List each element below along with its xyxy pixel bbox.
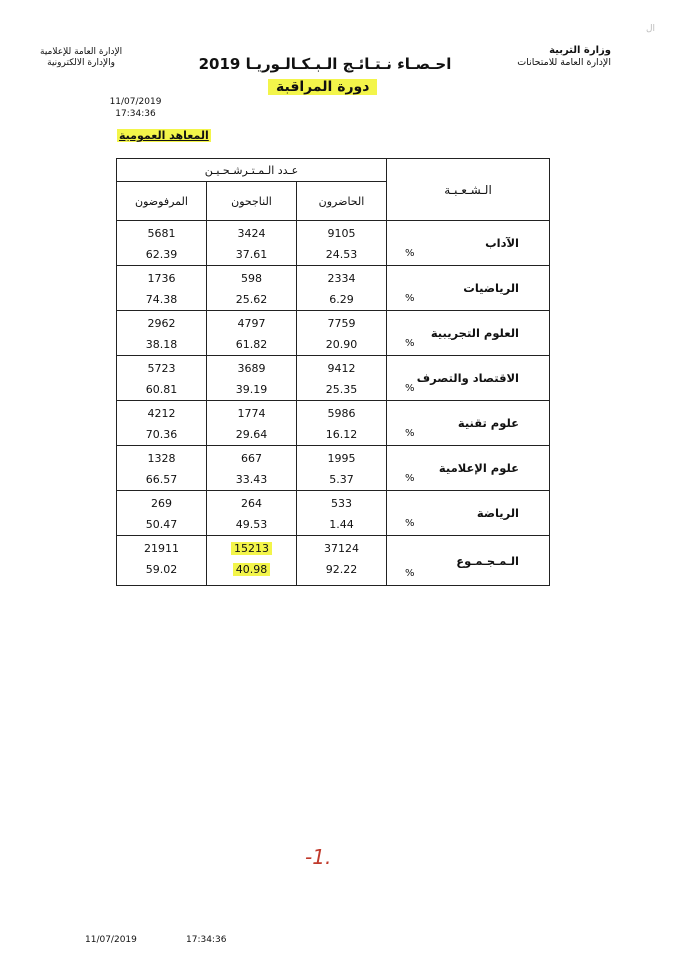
col-passed-header: الناجحون xyxy=(207,182,297,221)
total-failed-count: 21911 xyxy=(144,542,179,555)
present-count: 9412 xyxy=(327,362,356,375)
ministry-name: وزارة التربية xyxy=(549,45,611,56)
present-cell xyxy=(297,536,387,586)
table-row xyxy=(117,266,550,311)
passed-count: 667 xyxy=(241,452,262,465)
table-row xyxy=(117,221,550,266)
spec-name: الآداب xyxy=(485,236,519,250)
present-count: 1995 xyxy=(327,452,356,465)
document-title: احـصـاء نـتـائـج الـبـكـالـوريـا 2019 xyxy=(198,55,452,73)
passed-cell xyxy=(207,446,297,491)
header-left-line1: الإدارة العامة للإعلامية xyxy=(40,47,123,57)
failed-count: 5723 xyxy=(147,362,176,375)
percent-sign: % xyxy=(405,293,415,304)
present-pct: 25.35 xyxy=(325,383,358,396)
table-row xyxy=(117,446,550,491)
failed-cell xyxy=(117,536,207,586)
spec-name: علوم الإعلامية xyxy=(438,461,519,475)
passed-count: 1774 xyxy=(237,407,266,420)
passed-cell xyxy=(207,311,297,356)
results-table xyxy=(116,158,550,586)
present-cell xyxy=(297,311,387,356)
header-left xyxy=(40,47,122,69)
total-failed-pct: 59.02 xyxy=(145,563,178,576)
passed-cell xyxy=(207,536,297,586)
total-present-count: 37124 xyxy=(324,542,359,555)
spec-cell xyxy=(387,491,550,536)
failed-pct: 38.18 xyxy=(145,338,178,351)
passed-cell xyxy=(207,266,297,311)
present-pct: 5.37 xyxy=(329,473,354,486)
spec-cell xyxy=(387,356,550,401)
failed-count: 4212 xyxy=(147,407,176,420)
percent-sign: % xyxy=(405,248,415,259)
failed-cell xyxy=(117,401,207,446)
passed-count: 264 xyxy=(241,497,262,510)
spec-name: الرياضيات xyxy=(463,281,519,295)
spec-name: العلوم التجريبية xyxy=(430,326,519,340)
present-count: 533 xyxy=(331,497,352,510)
total-passed-count: 15213 xyxy=(231,542,272,555)
percent-sign: % xyxy=(405,473,415,484)
spec-name: الاقتصاد والتصرف xyxy=(416,371,519,385)
passed-count: 3689 xyxy=(237,362,266,375)
passed-pct: 25.62 xyxy=(235,293,268,306)
passed-cell xyxy=(207,221,297,266)
failed-count: 5681 xyxy=(147,227,176,240)
col-failed-header: المرفوضون xyxy=(117,182,207,221)
passed-count: 3424 xyxy=(237,227,266,240)
printed-datetime xyxy=(108,96,163,120)
spec-header: الـشـعـبـة xyxy=(387,159,550,221)
failed-pct: 66.57 xyxy=(145,473,178,486)
failed-cell xyxy=(117,446,207,491)
present-count: 2334 xyxy=(327,272,356,285)
total-label: الـمـجـمـوع xyxy=(456,554,519,568)
passed-count: 4797 xyxy=(237,317,266,330)
present-count: 5986 xyxy=(327,407,356,420)
corner-scan-mark: ال xyxy=(645,24,655,34)
failed-cell xyxy=(117,266,207,311)
failed-count: 2962 xyxy=(147,317,176,330)
present-cell xyxy=(297,356,387,401)
table-row xyxy=(117,356,550,401)
col-present-header: الحاضرون xyxy=(297,182,387,221)
total-row xyxy=(117,536,550,586)
table-row xyxy=(117,491,550,536)
present-cell xyxy=(297,221,387,266)
table-row xyxy=(117,401,550,446)
spec-name: الرياضة xyxy=(476,506,519,520)
table-row xyxy=(117,311,550,356)
passed-pct: 29.64 xyxy=(235,428,268,441)
present-count: 7759 xyxy=(327,317,356,330)
printed-time: 17:34:36 xyxy=(115,109,156,119)
present-pct: 20.90 xyxy=(325,338,358,351)
spec-cell xyxy=(387,401,550,446)
failed-cell xyxy=(117,491,207,536)
total-passed-pct: 40.98 xyxy=(233,563,271,576)
present-pct: 24.53 xyxy=(325,248,358,261)
directorate-name: الإدارة العامة للامتحانات xyxy=(517,57,611,68)
spec-cell xyxy=(387,311,550,356)
percent-sign: % xyxy=(405,428,415,439)
failed-cell xyxy=(117,221,207,266)
percent-sign: % xyxy=(405,518,415,529)
failed-pct: 74.38 xyxy=(145,293,178,306)
header-left-line2: والإدارة الالكترونية xyxy=(47,58,115,68)
present-cell xyxy=(297,491,387,536)
session-label: دورة المراقبة xyxy=(268,79,377,95)
passed-cell xyxy=(207,356,297,401)
present-count: 9105 xyxy=(327,227,356,240)
failed-count: 269 xyxy=(151,497,172,510)
passed-count: 598 xyxy=(241,272,262,285)
passed-pct: 49.53 xyxy=(235,518,268,531)
failed-count: 1736 xyxy=(147,272,176,285)
failed-pct: 50.47 xyxy=(145,518,178,531)
failed-pct: 60.81 xyxy=(145,383,178,396)
printed-date: 11/07/2019 xyxy=(109,97,162,107)
present-cell xyxy=(297,266,387,311)
percent-sign: % xyxy=(405,338,415,349)
footer-date: 11/07/2019 xyxy=(85,935,137,945)
failed-pct: 62.39 xyxy=(145,248,178,261)
percent-sign: % xyxy=(405,383,415,394)
failed-cell xyxy=(117,356,207,401)
present-pct: 6.29 xyxy=(329,293,354,306)
failed-count: 1328 xyxy=(147,452,176,465)
present-pct: 1.44 xyxy=(329,518,354,531)
failed-cell xyxy=(117,311,207,356)
passed-pct: 39.19 xyxy=(235,383,268,396)
footer-time: 17:34:36 xyxy=(186,935,227,945)
passed-pct: 37.61 xyxy=(235,248,268,261)
passed-pct: 61.82 xyxy=(235,338,268,351)
spec-cell xyxy=(387,221,550,266)
passed-pct: 33.43 xyxy=(235,473,268,486)
handwritten-page-number: -1. xyxy=(305,845,332,869)
candidates-group-header: عـدد الـمـتـرشـحـيـن xyxy=(117,159,387,182)
present-cell xyxy=(297,446,387,491)
institution-type: المعاهد العمومية xyxy=(119,129,209,142)
passed-cell xyxy=(207,401,297,446)
spec-name: علوم تقنية xyxy=(457,416,519,430)
failed-pct: 70.36 xyxy=(145,428,178,441)
present-pct: 16.12 xyxy=(325,428,358,441)
passed-cell xyxy=(207,491,297,536)
spec-cell xyxy=(387,266,550,311)
spec-cell xyxy=(387,536,550,586)
spec-cell xyxy=(387,446,550,491)
present-cell xyxy=(297,401,387,446)
total-present-pct: 92.22 xyxy=(325,563,358,576)
percent-sign: % xyxy=(405,568,415,579)
header-right xyxy=(517,45,611,69)
